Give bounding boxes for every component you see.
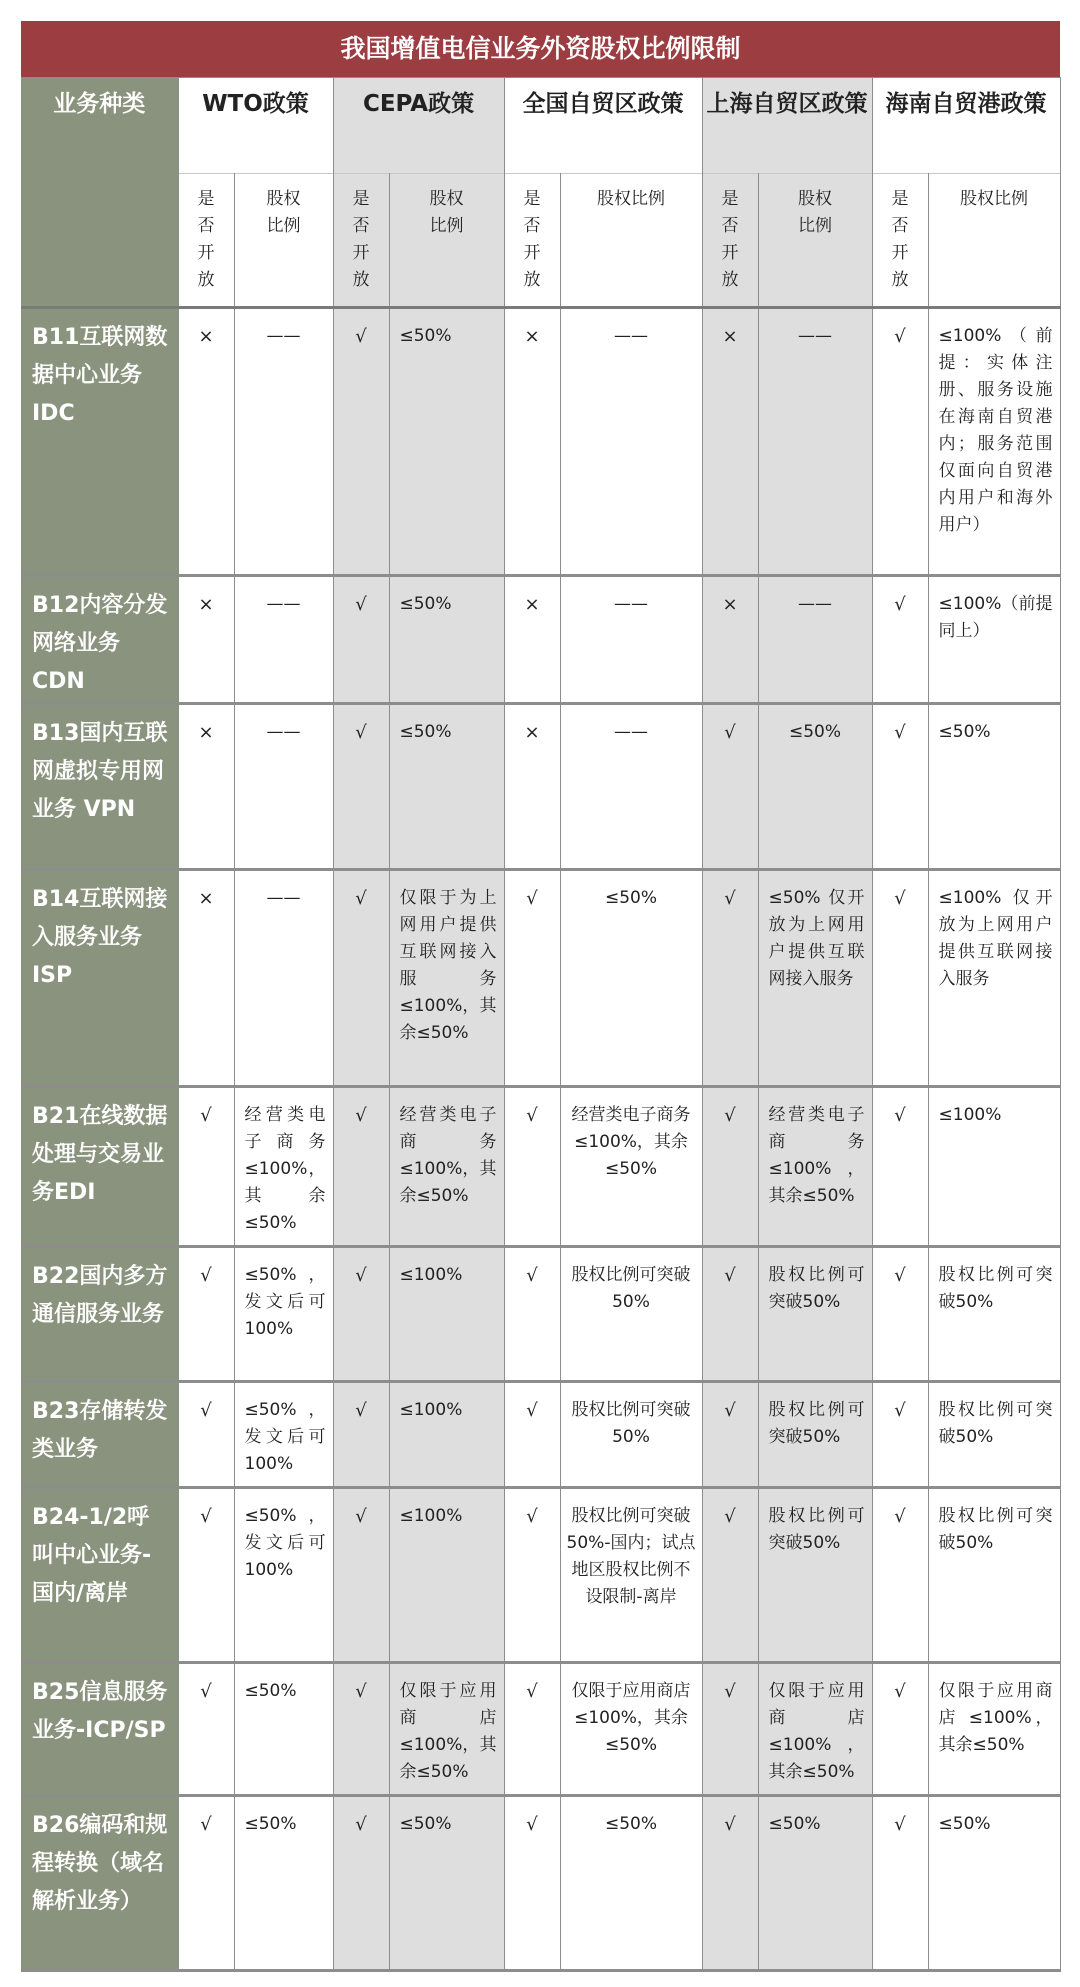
equity-ratio: ≤50% bbox=[389, 576, 504, 704]
open-status: √ bbox=[178, 1382, 234, 1488]
sub-header-ratio: 股权比例 bbox=[389, 174, 504, 308]
business-type: B13国内互联网虚拟专用网业务 VPN bbox=[21, 704, 178, 870]
open-status: √ bbox=[702, 1663, 758, 1796]
equity-ratio: ≤50% bbox=[389, 308, 504, 576]
open-status: √ bbox=[504, 1488, 560, 1663]
policy-header: WTO政策 bbox=[178, 78, 333, 174]
table-figure bbox=[21, 21, 1060, 1972]
business-type: B14互联网接入服务业务ISP bbox=[21, 870, 178, 1087]
equity-ratio: ≤100% bbox=[928, 1087, 1060, 1247]
open-status: √ bbox=[702, 704, 758, 870]
equity-ratio: ≤100% bbox=[389, 1247, 504, 1382]
open-status: √ bbox=[333, 1087, 389, 1247]
policy-header: 海南自贸港政策 bbox=[872, 78, 1060, 174]
open-status: √ bbox=[872, 1488, 928, 1663]
open-status: √ bbox=[333, 1796, 389, 1971]
table-row bbox=[21, 1382, 1060, 1488]
open-status: √ bbox=[504, 1087, 560, 1247]
equity-ratio: —— bbox=[234, 308, 333, 576]
equity-ratio: 股权比例可突破50% bbox=[758, 1247, 872, 1382]
equity-ratio: ≤50% bbox=[758, 704, 872, 870]
sub-header-open: 是否开放 bbox=[504, 174, 560, 308]
business-type: B22国内多方通信服务业务 bbox=[21, 1247, 178, 1382]
sub-header-ratio: 股权比例 bbox=[234, 174, 333, 308]
equity-ratio: 股权比例可突破50% bbox=[928, 1382, 1060, 1488]
equity-ratio: 仅限于应用商店 ≤100%，其余≤50% bbox=[389, 1663, 504, 1796]
sub-header-ratio: 股权比例 bbox=[560, 174, 702, 308]
business-type: B11互联网数据中心业务 IDC bbox=[21, 308, 178, 576]
open-status: √ bbox=[333, 308, 389, 576]
equity-ratio: 股权比例可突破50% bbox=[758, 1488, 872, 1663]
equity-ratio: ≤100%（前提同上） bbox=[928, 576, 1060, 704]
open-status: √ bbox=[178, 1247, 234, 1382]
open-status: √ bbox=[702, 1488, 758, 1663]
table-row bbox=[21, 576, 1060, 704]
open-status: √ bbox=[702, 1087, 758, 1247]
category-header: 业务种类 bbox=[21, 78, 178, 308]
open-status: × bbox=[504, 308, 560, 576]
equity-ratio: 股权比例可突破50% bbox=[560, 1247, 702, 1382]
equity-ratio: 经营类电子商务≤100%，其余≤50% bbox=[758, 1087, 872, 1247]
sub-header-open: 是否开放 bbox=[333, 174, 389, 308]
equity-ratio: —— bbox=[560, 704, 702, 870]
open-status: × bbox=[178, 704, 234, 870]
open-status: √ bbox=[178, 1796, 234, 1971]
open-status: √ bbox=[872, 1087, 928, 1247]
equity-ratio: ≤100% bbox=[389, 1488, 504, 1663]
open-status: √ bbox=[333, 1382, 389, 1488]
open-status: √ bbox=[702, 1796, 758, 1971]
open-status: √ bbox=[702, 1382, 758, 1488]
business-type: B26编码和规程转换（域名解析业务） bbox=[21, 1796, 178, 1971]
policy-header: 全国自贸区政策 bbox=[504, 78, 702, 174]
open-status: √ bbox=[872, 576, 928, 704]
header-row-policies bbox=[21, 78, 1060, 174]
equity-ratio: —— bbox=[234, 870, 333, 1087]
equity-ratio: 仅限于为上网用户提供互联网接入服务 ≤100%，其余≤50% bbox=[389, 870, 504, 1087]
business-type: B24-1/2呼叫中心业务-国内/离岸 bbox=[21, 1488, 178, 1663]
equity-ratio: ≤50% bbox=[928, 1796, 1060, 1971]
policy-header: CEPA政策 bbox=[333, 78, 504, 174]
open-status: × bbox=[178, 576, 234, 704]
open-status: √ bbox=[872, 1796, 928, 1971]
table-row bbox=[21, 308, 1060, 576]
equity-ratio: ≤50%，发文后可100% bbox=[234, 1488, 333, 1663]
open-status: √ bbox=[504, 870, 560, 1087]
equity-ratio: ≤100% 仅开放为上网用户提供互联网接入服务 bbox=[928, 870, 1060, 1087]
equity-ratio: ≤100%（前提：实体注册、服务设施在海南自贸港内；服务范围仅面向自贸港内用户和海外用户） bbox=[928, 308, 1060, 576]
equity-ratio: —— bbox=[758, 308, 872, 576]
open-status: √ bbox=[333, 1488, 389, 1663]
business-type: B12内容分发网络业务 CDN bbox=[21, 576, 178, 704]
equity-ratio: 股权比例可突破50%-国内；试点地区股权比例不设限制-离岸 bbox=[560, 1488, 702, 1663]
open-status: √ bbox=[333, 704, 389, 870]
business-type: B25信息服务业务-ICP/SP bbox=[21, 1663, 178, 1796]
equity-ratio: —— bbox=[234, 704, 333, 870]
open-status: × bbox=[702, 308, 758, 576]
open-status: √ bbox=[178, 1663, 234, 1796]
open-status: × bbox=[178, 308, 234, 576]
sub-header-ratio: 股权比例 bbox=[758, 174, 872, 308]
open-status: √ bbox=[504, 1382, 560, 1488]
open-status: √ bbox=[872, 1247, 928, 1382]
equity-ratio: ≤50% bbox=[560, 870, 702, 1087]
table-row bbox=[21, 704, 1060, 870]
equity-ratio: ≤50%，发文后可100% bbox=[234, 1247, 333, 1382]
table-row bbox=[21, 1247, 1060, 1382]
table-row bbox=[21, 1663, 1060, 1796]
equity-ratio: 股权比例可突破50% bbox=[928, 1488, 1060, 1663]
open-status: √ bbox=[178, 1087, 234, 1247]
equity-ratio: ≤50% bbox=[234, 1663, 333, 1796]
open-status: √ bbox=[872, 308, 928, 576]
open-status: × bbox=[178, 870, 234, 1087]
equity-ratio: 经营类电子商务 ≤100%，其余 ≤50% bbox=[234, 1087, 333, 1247]
table-row bbox=[21, 1488, 1060, 1663]
open-status: √ bbox=[872, 1663, 928, 1796]
table-title: 我国增值电信业务外资股权比例限制 bbox=[21, 21, 1060, 77]
equity-ratio: ≤100% bbox=[389, 1382, 504, 1488]
equity-ratio: ≤50% bbox=[389, 704, 504, 870]
open-status: √ bbox=[333, 870, 389, 1087]
sub-header-open: 是否开放 bbox=[178, 174, 234, 308]
sub-header-open: 是否开放 bbox=[872, 174, 928, 308]
open-status: √ bbox=[702, 1247, 758, 1382]
equity-ratio: 仅限于应用商店 ≤100%，其余≤50% bbox=[928, 1663, 1060, 1796]
open-status: × bbox=[702, 576, 758, 704]
table-row bbox=[21, 1796, 1060, 1971]
equity-ratio: ≤50% bbox=[234, 1796, 333, 1971]
sub-header-open: 是否开放 bbox=[702, 174, 758, 308]
equity-ratio: ≤50%，发文后可100% bbox=[234, 1382, 333, 1488]
open-status: √ bbox=[872, 1382, 928, 1488]
open-status: √ bbox=[333, 576, 389, 704]
open-status: √ bbox=[872, 870, 928, 1087]
open-status: √ bbox=[333, 1663, 389, 1796]
equity-ratio: ≤50% bbox=[758, 1796, 872, 1971]
equity-ratio: 经营类电子商务≤100%，其余≤50% bbox=[389, 1087, 504, 1247]
equity-ratio: —— bbox=[234, 576, 333, 704]
equity-ratio: —— bbox=[560, 576, 702, 704]
open-status: × bbox=[504, 704, 560, 870]
business-type: B21在线数据处理与交易业务EDI bbox=[21, 1087, 178, 1247]
sub-header-ratio: 股权比例 bbox=[928, 174, 1060, 308]
equity-ratio: 仅限于应用商店 ≤100%，其余≤50% bbox=[758, 1663, 872, 1796]
equity-ratio: ≤50% bbox=[560, 1796, 702, 1971]
open-status: √ bbox=[504, 1663, 560, 1796]
equity-ratio: ≤50% 仅开放为上网用户提供互联网接入服务 bbox=[758, 870, 872, 1087]
open-status: √ bbox=[504, 1247, 560, 1382]
open-status: × bbox=[504, 576, 560, 704]
equity-ratio: 股权比例可突破50% bbox=[560, 1382, 702, 1488]
table-row bbox=[21, 1087, 1060, 1247]
equity-ratio: 仅限于应用商店≤100%，其余≤50% bbox=[560, 1663, 702, 1796]
business-type: B23存储转发类业务 bbox=[21, 1382, 178, 1488]
policy-header: 上海自贸区政策 bbox=[702, 78, 872, 174]
equity-ratio: —— bbox=[758, 576, 872, 704]
equity-ratio: 经营类电子商务≤100%，其余≤50% bbox=[560, 1087, 702, 1247]
open-status: √ bbox=[702, 870, 758, 1087]
equity-ratio: 股权比例可突破50% bbox=[758, 1382, 872, 1488]
open-status: √ bbox=[178, 1488, 234, 1663]
equity-ratio: 股权比例可突破50% bbox=[928, 1247, 1060, 1382]
open-status: √ bbox=[333, 1247, 389, 1382]
equity-ratio: —— bbox=[560, 308, 702, 576]
equity-table bbox=[21, 77, 1061, 1972]
table-row bbox=[21, 870, 1060, 1087]
equity-ratio: ≤50% bbox=[928, 704, 1060, 870]
open-status: √ bbox=[504, 1796, 560, 1971]
equity-ratio: ≤50% bbox=[389, 1796, 504, 1971]
open-status: √ bbox=[872, 704, 928, 870]
